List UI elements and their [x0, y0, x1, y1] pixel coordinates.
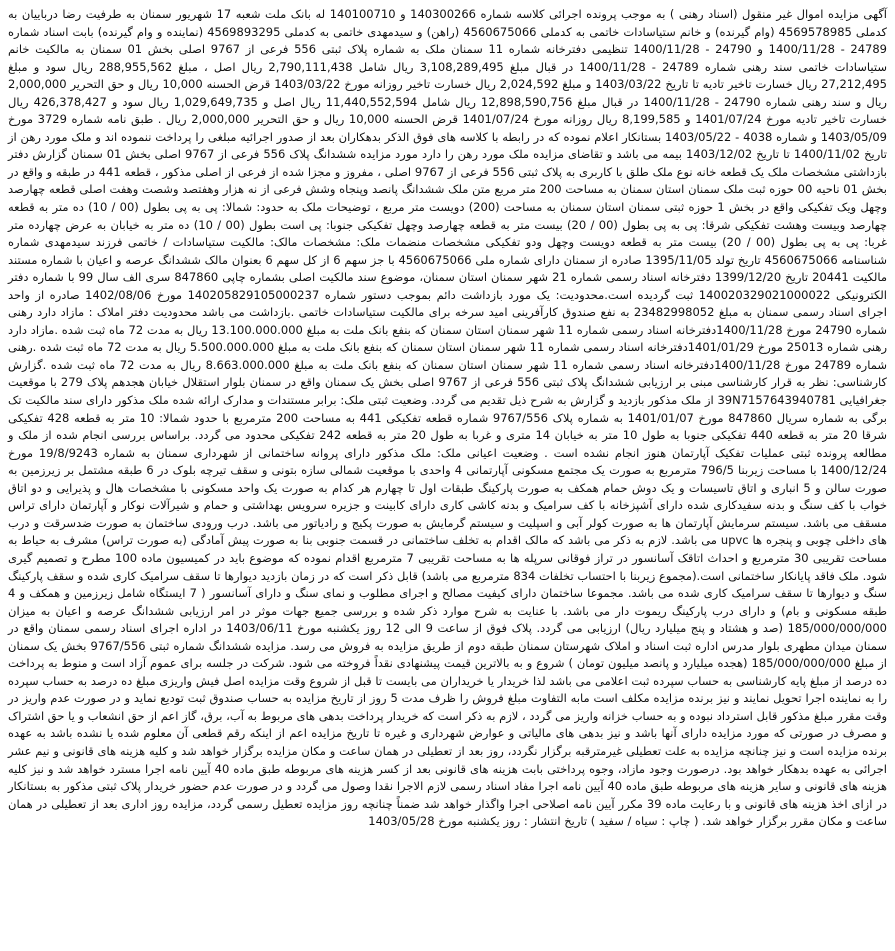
- notice-body-text: آگهی مزایده اموال غیر منقول (اسناد رهنی ) به موجب پرونده اجرائی کلاسه شماره 140300266 و 140100710 له بانک ملت شعبه 17 شهریور سمنان به طرفیت رضا درباییان به کدملی 4569578985 (وام گیرنده) و خانم ستیاسادات خاتمی به کدملی 4560675066 (راهن) و سیدمهدی خاتمی به کدملی 4569893295 (نماینده و وام گیرنده) بابت اسناد شماره 24789 - 1400/11/28 و 24790 - 1400/11/28 تنظیمی دفترخانه شماره 11 سمنان ملک به شماره پلاک ثبتی 556 فرعی از 9767 اصلی بخش 01 سمنان به مالکیت خانم ستیاسادات خاتمی سند رهنی شماره 24789 - 1400/11/28 در قبال مبلغ 3,108,289,495 ریال شامل 2,790,111,438 ریال اصل ، مبلغ 288,955,562 ریال سود و مبلغ 27,212,495 ریال خسارت تاخیر تادیه تا تاریخ 1403/03/22 و مبلغ 2,024,592 ریال خسارت تاخیر روزانه مورخ 1403/03/22 قرض الحسنه 10,000 ریال و حق التحریر 2,000,000 ریال و سند رهنی شماره 24790 - 1400/11/28 در قبال مبلغ 12,898,590,756 ریال شامل 11,440,552,594 ریال اصل و 1,029,649,735 ریال سود و 426,378,427 ریال خسارت تاخیر تادیه مورخ 1401/07/24 و 8,199,585 ریال روزانه مورخ 1401/07/24 قرض الحسنه 10,000 ریال و حق التحریر 2,000,000 ریال . طبق نامه شماره 3729 مورخ 1403/05/09 و شماره 4038 - 1403/05/22 بستانکار اعلام نموده که در رابطه با کلاسه های فوق الذکر بدهکاران بعد از صدور اجرائیه مبلغی را پرداخت ننموده اند و ملک مورد رهن از تاریخ 1400/11/02 تا تاریخ 1403/12/02 بیمه می باشد و تقاضای مزایده ملک مورد رهن را دارد مورد مزایده ششدانگ پلاک 556 فرعی از 9767 اصلی بخش 01 سمنان گزارش دفتر بازداشتی مشخصات ملک یک قطعه خانه نوع ملک طلق با کاربری به پلاک ثبتی 556 فرعی از 9767 اصلی ، مفروز و مجزا شده از فرعی از اصلی مذکور ، قطعه 441 در طبقه و واقع در بخش 01 ناحیه 00 حوزه ثبت ملک سمنان استان سمنان به مساحت 200 متر مربع متن ملک ششدانگ پانصد وپنجاه وشش فرعی از نه هزار وهفتصد وشصت وهفت اصلی قطعه چهارصد وچهل ویک تفکیکی واقع در بخش 1 حوزه ثبتی سمنان استان سمنان به مساحت (200) دویست متر مربع ، توضیحات ملک به حدود: شمالا: پی به پی بطول (00 / 10) ده متر به قطعه چهارصد وبیست وهشت تفکیکی شرقا: پی به پی بطول (00 / 20) بیست متر به قطعه چهارصد وچهل تفکیکی جنوبا: پی است بطول (00 / 10) ده متر به خیابان به عرض چهارده متر غربا: پی به پی بطول (00 / 20) بیست متر به قطعه دویست وچهل ودو تفکیکی مشخصات منضمات ملک: مشخصات مالک: مالکیت ستیاسادات / خاتمی فرزند سیدمهدی شماره شناسنامه 4560675066 تاریخ تولد 1395/11/05 صادره از سمنان دارای شماره ملی 4560675066 با جز سهم 6 از کل سهم 6 بعنوان مالک ششدانگ عرصه و اعیان با شماره مستند مالکیت 20441 تاریخ 1399/12/20 دفترخانه اسناد رسمی شماره 21 شهر سمنان استان سمنان، موضوع سند مالکیت اصلی بشماره چاپی 847860 سری الف سال 99 با شماره دفتر الکترونیکی 140020329021000022 ثبت گردیده است.محدودیت: یک مورد بازداشت دائم بموجب دستور شماره 140205829105000237 مورخ 1402/08/06 صادره از واحد اجرای اسناد رسمی سمنان به مبلغ 23482998052 به نفع صندوق کارآفرینی امید سرخه برای مالکیت ستیاسادات خاتمی .بازداشت می باشد محدودیت دفتر املاک : مازاد دارد رهنی شماره 24790 مورخ 1400/11/28دفترخانه اسناد رسمی شماره 11 شهر سمنان استان سمنان که بنفع بانک ملت به مبلغ 13.100.000.000 ریال به مدت 72 ماه ثبت شده .مازاد دارد رهنی شماره 25013 مورخ 1401/01/29دفترخانه اسناد رسمی شماره 11 شهر سمنان استان سمنان که بنفع بانک ملت به مبلغ 5.500.000.000 ریال به مدت 72 ماه ثبت شده .رهنی شماره 24789 مورخ 1400/11/28دفترخانه اسناد رسمی شماره 11 شهر سمنان استان سمنان که بنفع بانک ملت به مبلغ 8.663.000.000 ریال به مدت 72 ماه ثبت شده .گزارش کارشناسی: نظر به قرار کارشناسی مبنی بر ارزیابی ششدانگ پلاک ثبتی 556 فرعی از 9767 اصلی بخش یک سمنان واقع در سمنان بلوار استقلال خیابان هجدهم پلاک 279 با موقعیت جغرافیایی 39N7157643940781 از ملک مذکور بازدید و گزارش به شرح ذیل تقدیم می گردد. وضعیت ثبتی ملک: برابر مستندات و مدارک ارائه شده ملک مذکور دارای سند مالکیت تک برگی به شماره سریال 847860 مورخ 1401/01/07 به شماره پلاک 9767/556 شماره قطعه تفکیکی 441 به مساحت 200 مترمربع با حدود شمالا: 10 متر به قطعه 428 تفکیکی شرقا 20 متر به قطعه 440 تفکیکی جنوبا به طول 10 متر به خیابان 14 متری و غربا به طول 20 متر به قطعه 242 تفکیکی محدود می گردد. براساس بررسی انجام شده از ملک و مطالعه پرونده ثبتی عملیات تفکیک آپارتمان هنوز انجام نشده است . وضعیت اعیانی ملک: ملک مذکور دارای پروانه ساختمانی از شهرداری سمنان به شماره 19/8/9243 مورخ 1400/12/24 با مساحت زیربنا 796/5 مترمربع به صورت یک مجتمع مسکونی آپارتمانی 4 واحدی با موقعیت شمالی سازه بتونی و سقف تیرچه بلوک در 6 طبقه مشتمل بر زیرزمین به صورت سالن و 5 انباری و اتاق تاسیسات و یک دوش حمام همکف به صورت پارکینگ طبقات اول تا چهارم هر کدام به صورت یک واحد مسکونی با مشخصات هال و پذیرایی و دو اتاق خواب با کف سنگ و بدنه سفیدکاری شده دارای آشپزخانه با کف سرامیک و بدنه کاشی کاری دارای کابینت و جزیره سرویس بهداشتی و حمام و شیرآلات نوکار و آپارتمان دارای تراس مسقف می باشد. سیستم سرمایش آپارتمان ها به صورت کولر آبی و اسپلیت و سیستم گرمایش به صورت پکیج و رادیاتور می باشد. درب ورودی ساختمان به صورت ضدسرقت و درب های داخلی چوبی و پنجره ها upvc می باشد. لازم به ذکر می باشد که مالک اقدام به تخلف ساختمانی در قسمت جنوبی بنا به صورت پیش آمادگی (به صورت تراس) مشرف به حیاط به مساحت تقریبی 30 مترمربع و احداث اتاقک آسانسور در تراز فوقانی سرپله ها به مساحت تقریبی 7 مترمربع اقدام نموده که موضوع باید در کمیسیون ماده 100 مطرح و تصمیم گیری شود. ملک فاقد پایانکار ساختمانی است.(مجموع زیربنا با احتساب تخلفات 834 مترمربع می باشد) قابل ذکر است که در زمان بازدید دیوارها تا سقف سرامیک کاری شده و سقف پارکینگ سنگ و دیوارها تا سقف سرامیک کاری شده می باشد. مجموعا ساختمان دارای کیفیت مصالح و اجرای مطلوب و نمای سنگ و دارای آسانسور ( 7 ایستگاه شامل زیرزمین و همکف و 4 طبقه مسکونی و بام) و دارای درب پارکینگ ریموت دار می باشد. با عنایت به شرح موارد ذکر شده و بررسی جمیع جهات موثر در امر ارزیابی ششدانگ عرصه و اعیان به میزان 185/000/000/000 (صد و هشتاد و پنج میلیارد ریال) ارزیابی می گردد. پلاک فوق از ساعت 9 الی 12 روز یکشنبه مورخ 1403/06/11 در اداره اجرای اسناد رسمی سمنان واقع در سمنان میدان مطهری بلوار مدرس اداره ثبت اسناد و املاک شهرستان سمنان طبقه دوم از طریق مزایده به فروش می رسد. مزایده ششدانگ شماره ثبتی 9767/556 بخش یک سمنان از مبلغ 185/000/000/000 (هجده میلیارد و پانصد میلیون تومان ) شروع و به بالاترین قیمت پیشنهادی نقداً فروخته می شود. شرکت در جلسه برای عموم آزاد است و منوط به پرداخت ده درصد از مبلغ پایه کارشناسی به حساب سپرده ثبت اعلامی می باشد لذا خریدار یا خریداران می بایست تا قبل از شروع وقت مزایده اصل فیش واریزی مبلغ ده درصد به حساب سپرده را به نماینده اجرا تحویل نمایند و نیز برنده مزایده مکلف است مابه التفاوت مبلغ فروش را ظرف مدت 5 روز از تاریخ مزایده به حساب صندوق ثبت تودیع نماید و در صورت عدم واریز در وقت مقرر مبلغ مذکور قابل استرداد نبوده و به حساب خزانه واریز می گردد ، لازم به ذکر است که خریدار پرداخت بدهی های مربوط به آب، برق، گاز اعم از حق انشعاب و یا حق اشتراک و مصرف در صورتی که مورد مزایده دارای آنها باشد و نیز بدهی های مالیاتی و عوارض شهرداری و غیره تا تاریخ مزایده اعم از اینکه رقم قطعی آن معلوم شده یا نشده باشد به عهده برنده مزایده است و نیز چنانچه مزایده به علت تعطیلی غیرمترقبه برگزار نگردد، روز بعد از تعطیلی در همان ساعت و مکان مزایده برگزار خواهد شد و کلیه هزینه های قانونی و نیم عشر اجرائی به عهده بدهکار خواهد بود. درصورت وجود مازاد، وجوه پرداختی بابت هزینه های قانونی بعد از کسر هزینه های مربوطه طبق ماده 40 آیین نامه اجرا مسترد خواهد شد و نیز کلیه هزینه های قانونی و سایر هزینه های مربوطه طبق ماده 40 آیین نامه اجرا مفاد اسناد رسمی لازم الاجرا نقدا وصول می گردد و در صورت عدم حضور خریدار پلاک ثبتی مذکور به بستانکار در ازای اخذ هزینه های قانونی و با رعایت ماده 39 مکرر آیین نامه اصلاحی اجرا واگذار خواهد شد ضمناً چنانچه روز مزایده تعطیل رسمی گردد، مزایده روز اداری بعد از تعطیلی در همان ساعت و مکان مقرر برگزار خواهد شد. ( چاپ : سیاه / سفید ) تاریخ انتشار : روز یکشنبه مورخ 1403/05/28: [8, 7, 888, 829]
